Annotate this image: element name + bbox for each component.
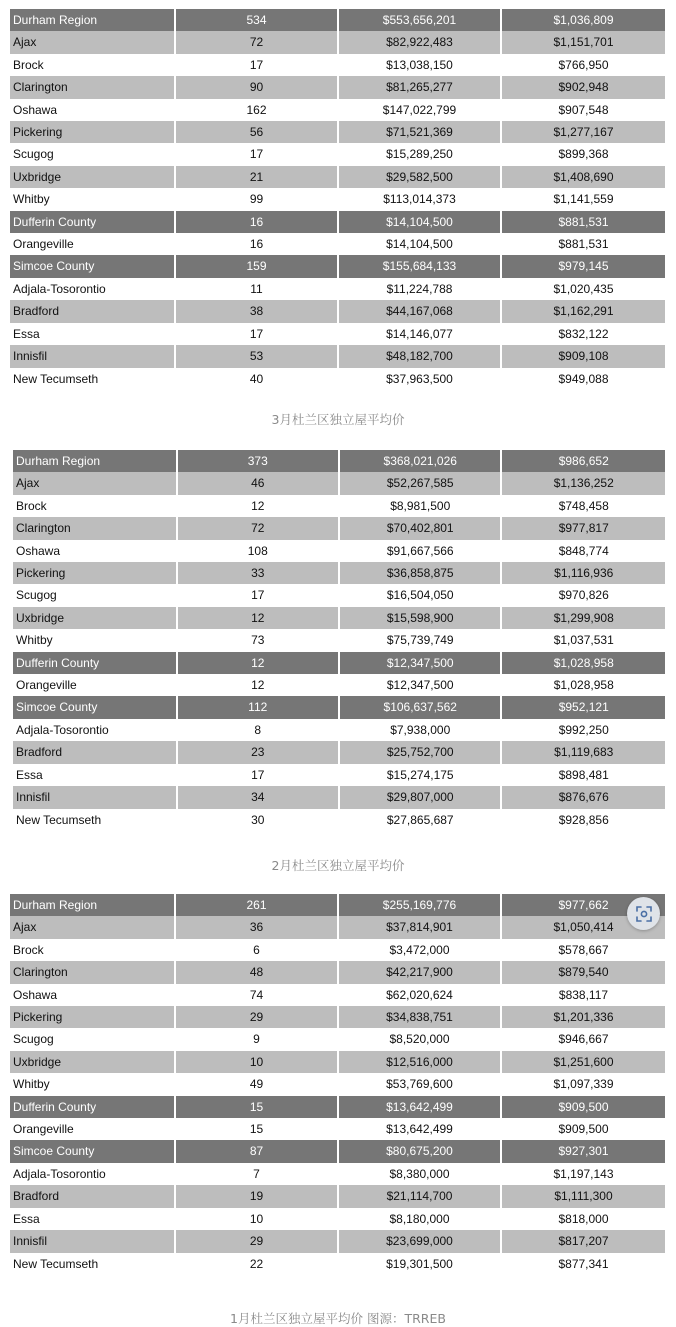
sales-cell: 17 <box>176 323 337 345</box>
name-cell: Whitby <box>13 629 176 651</box>
sales-cell: 261 <box>176 894 337 916</box>
average-price-cell: $977,817 <box>502 517 665 539</box>
average-price-cell: $1,028,958 <box>502 652 665 674</box>
sales-cell: 17 <box>178 764 338 786</box>
volume-cell: $15,289,250 <box>339 143 500 165</box>
volume-cell: $113,014,373 <box>339 188 500 210</box>
name-cell: Adjala-Tosorontio <box>10 278 174 300</box>
name-cell: Pickering <box>13 562 176 584</box>
name-cell: Pickering <box>10 121 174 143</box>
table-body <box>13 450 665 831</box>
sales-cell: 30 <box>178 809 338 831</box>
table-row <box>10 54 665 76</box>
table-row <box>10 1073 665 1095</box>
table-row <box>13 629 665 651</box>
volume-cell: $21,114,700 <box>339 1185 500 1207</box>
table-row <box>10 233 665 255</box>
name-cell: Dufferin County <box>13 652 176 674</box>
sales-cell: 22 <box>176 1253 337 1275</box>
average-price-cell: $902,948 <box>502 76 665 98</box>
volume-cell: $34,838,751 <box>339 1006 500 1028</box>
name-cell: Whitby <box>10 188 174 210</box>
volume-cell: $62,020,624 <box>339 984 500 1006</box>
average-price-cell: $881,531 <box>502 211 665 233</box>
name-cell: Essa <box>10 1208 174 1230</box>
volume-cell: $75,739,749 <box>340 629 500 651</box>
name-cell: Orangeville <box>10 233 174 255</box>
table-caption: 3月杜兰区独立屋平均价 <box>271 412 405 427</box>
sales-cell: 87 <box>176 1140 337 1162</box>
sales-cell: 108 <box>178 540 338 562</box>
table-row <box>10 961 665 983</box>
name-cell: Pickering <box>10 1006 174 1028</box>
volume-cell: $37,963,500 <box>339 368 500 390</box>
name-cell: Dufferin County <box>10 211 174 233</box>
name-cell: Simcoe County <box>13 696 176 718</box>
volume-cell: $13,038,150 <box>339 54 500 76</box>
table-row <box>10 99 665 121</box>
name-cell: Adjala-Tosorontio <box>10 1163 174 1185</box>
name-cell: Innisfil <box>10 345 174 367</box>
name-cell: Durham Region <box>10 894 174 916</box>
sales-cell: 17 <box>176 54 337 76</box>
average-price-cell: $898,481 <box>502 764 665 786</box>
volume-cell: $12,516,000 <box>339 1051 500 1073</box>
average-price-cell: $977,662 <box>502 894 665 916</box>
sales-cell: 15 <box>176 1118 337 1140</box>
table-row <box>10 894 665 916</box>
name-cell: Essa <box>13 764 176 786</box>
average-price-cell: $879,540 <box>502 961 665 983</box>
table-row <box>10 76 665 98</box>
table-block-february <box>0 450 676 831</box>
name-cell: Innisfil <box>13 786 176 808</box>
name-cell: Brock <box>13 495 176 517</box>
table-row <box>13 809 665 831</box>
sales-cell: 12 <box>178 652 338 674</box>
sales-cell: 12 <box>178 674 338 696</box>
name-cell: Brock <box>10 54 174 76</box>
table-row <box>13 517 665 539</box>
name-cell: Bradford <box>10 1185 174 1207</box>
volume-cell: $155,684,133 <box>339 255 500 277</box>
volume-cell: $12,347,500 <box>340 674 500 696</box>
volume-cell: $23,699,000 <box>339 1230 500 1252</box>
name-cell: Bradford <box>13 741 176 763</box>
table-row <box>13 741 665 763</box>
volume-cell: $255,169,776 <box>339 894 500 916</box>
name-cell: Uxbridge <box>10 166 174 188</box>
volume-cell: $13,642,499 <box>339 1118 500 1140</box>
volume-cell: $19,301,500 <box>339 1253 500 1275</box>
volume-cell: $15,598,900 <box>340 607 500 629</box>
average-price-cell: $899,368 <box>502 143 665 165</box>
sales-cell: 19 <box>176 1185 337 1207</box>
volume-cell: $14,104,500 <box>339 233 500 255</box>
volume-cell: $11,224,788 <box>339 278 500 300</box>
volume-cell: $25,752,700 <box>340 741 500 763</box>
name-cell: Clarington <box>10 961 174 983</box>
volume-cell: $48,182,700 <box>339 345 500 367</box>
sales-cell: 72 <box>178 517 338 539</box>
volume-cell: $80,675,200 <box>339 1140 500 1162</box>
name-cell: Durham Region <box>10 9 174 31</box>
volume-cell: $29,582,500 <box>339 166 500 188</box>
table-caption: 1月杜兰区独立屋平均价 图源：TRREB <box>230 1311 446 1326</box>
average-price-cell: $877,341 <box>502 1253 665 1275</box>
name-cell: New Tecumseth <box>10 1253 174 1275</box>
average-price-cell: $907,548 <box>502 99 665 121</box>
table-row <box>10 368 665 390</box>
volume-cell: $71,521,369 <box>339 121 500 143</box>
sales-cell: 34 <box>178 786 338 808</box>
name-cell: Scugog <box>10 143 174 165</box>
average-price-cell: $1,036,809 <box>502 9 665 31</box>
image-scan-icon <box>635 905 653 923</box>
volume-cell: $70,402,801 <box>340 517 500 539</box>
sales-cell: 11 <box>176 278 337 300</box>
average-price-cell: $1,020,435 <box>502 278 665 300</box>
image-scan-button[interactable] <box>627 897 660 930</box>
table-row <box>10 1118 665 1140</box>
table-row <box>10 345 665 367</box>
sales-cell: 373 <box>178 450 338 472</box>
volume-cell: $3,472,000 <box>339 939 500 961</box>
average-price-cell: $748,458 <box>502 495 665 517</box>
sales-cell: 49 <box>176 1073 337 1095</box>
volume-cell: $29,807,000 <box>340 786 500 808</box>
average-price-cell: $986,652 <box>502 450 665 472</box>
sales-cell: 6 <box>176 939 337 961</box>
table-row <box>10 323 665 345</box>
name-cell: New Tecumseth <box>13 809 176 831</box>
average-price-cell: $1,111,300 <box>502 1185 665 1207</box>
table-row <box>10 255 665 277</box>
volume-cell: $16,504,050 <box>340 584 500 606</box>
name-cell: Orangeville <box>13 674 176 696</box>
price-table <box>8 894 667 1275</box>
sales-cell: 8 <box>178 719 338 741</box>
name-cell: Adjala-Tosorontio <box>13 719 176 741</box>
table-row <box>10 300 665 322</box>
sales-cell: 40 <box>176 368 337 390</box>
volume-cell: $82,922,483 <box>339 31 500 53</box>
name-cell: Durham Region <box>13 450 176 472</box>
sales-cell: 99 <box>176 188 337 210</box>
sales-cell: 21 <box>176 166 337 188</box>
sales-cell: 38 <box>176 300 337 322</box>
volume-cell: $368,021,026 <box>340 450 500 472</box>
average-price-cell: $818,000 <box>502 1208 665 1230</box>
table-row <box>10 1185 665 1207</box>
table-row <box>13 450 665 472</box>
table-block-january <box>0 894 676 1275</box>
sales-cell: 72 <box>176 31 337 53</box>
volume-cell: $14,104,500 <box>339 211 500 233</box>
name-cell: Essa <box>10 323 174 345</box>
name-cell: Oshawa <box>10 99 174 121</box>
table-row <box>13 719 665 741</box>
average-price-cell: $949,088 <box>502 368 665 390</box>
average-price-cell: $909,500 <box>502 1096 665 1118</box>
average-price-cell: $909,108 <box>502 345 665 367</box>
sales-cell: 10 <box>176 1208 337 1230</box>
name-cell: New Tecumseth <box>10 368 174 390</box>
price-table <box>11 450 667 831</box>
table-row <box>13 696 665 718</box>
sales-cell: 159 <box>176 255 337 277</box>
volume-cell: $12,347,500 <box>340 652 500 674</box>
name-cell: Simcoe County <box>10 255 174 277</box>
name-cell: Ajax <box>13 472 176 494</box>
volume-cell: $13,642,499 <box>339 1096 500 1118</box>
average-price-cell: $848,774 <box>502 540 665 562</box>
name-cell: Ajax <box>10 916 174 938</box>
price-table <box>8 9 667 390</box>
name-cell: Simcoe County <box>10 1140 174 1162</box>
sales-cell: 534 <box>176 9 337 31</box>
volume-cell: $81,265,277 <box>339 76 500 98</box>
table-row <box>10 1163 665 1185</box>
name-cell: Scugog <box>10 1028 174 1050</box>
table-row <box>10 1253 665 1275</box>
table-row <box>10 9 665 31</box>
sales-cell: 16 <box>176 211 337 233</box>
average-price-cell: $832,122 <box>502 323 665 345</box>
volume-cell: $91,667,566 <box>340 540 500 562</box>
name-cell: Whitby <box>10 1073 174 1095</box>
sales-cell: 9 <box>176 1028 337 1050</box>
volume-cell: $553,656,201 <box>339 9 500 31</box>
table-caption: 2月杜兰区独立屋平均价 <box>271 858 405 873</box>
name-cell: Brock <box>10 939 174 961</box>
table-row <box>13 472 665 494</box>
average-price-cell: $927,301 <box>502 1140 665 1162</box>
table-row <box>10 1028 665 1050</box>
table-row <box>10 1051 665 1073</box>
volume-cell: $147,022,799 <box>339 99 500 121</box>
average-price-cell: $876,676 <box>502 786 665 808</box>
volume-cell: $53,769,600 <box>339 1073 500 1095</box>
sales-cell: 74 <box>176 984 337 1006</box>
name-cell: Orangeville <box>10 1118 174 1140</box>
sales-cell: 33 <box>178 562 338 584</box>
average-price-cell: $766,950 <box>502 54 665 76</box>
average-price-cell: $1,151,701 <box>502 31 665 53</box>
average-price-cell: $909,500 <box>502 1118 665 1140</box>
sales-cell: 17 <box>178 584 338 606</box>
volume-cell: $42,217,900 <box>339 961 500 983</box>
table-row <box>10 1006 665 1028</box>
name-cell: Dufferin County <box>10 1096 174 1118</box>
table-row <box>10 121 665 143</box>
sales-cell: 162 <box>176 99 337 121</box>
average-price-cell: $1,162,291 <box>502 300 665 322</box>
sales-cell: 53 <box>176 345 337 367</box>
sales-cell: 56 <box>176 121 337 143</box>
table-row <box>10 188 665 210</box>
table-row <box>10 211 665 233</box>
table-row <box>13 764 665 786</box>
volume-cell: $8,380,000 <box>339 1163 500 1185</box>
average-price-cell: $1,251,600 <box>502 1051 665 1073</box>
sales-cell: 73 <box>178 629 338 651</box>
table-row <box>10 1208 665 1230</box>
table-row <box>10 1140 665 1162</box>
sales-cell: 29 <box>176 1230 337 1252</box>
table-row <box>10 916 665 938</box>
table-block-march <box>0 9 676 390</box>
average-price-cell: $1,408,690 <box>502 166 665 188</box>
sales-cell: 90 <box>176 76 337 98</box>
average-price-cell: $1,299,908 <box>502 607 665 629</box>
table-row <box>10 143 665 165</box>
volume-cell: $15,274,175 <box>340 764 500 786</box>
sales-cell: 36 <box>176 916 337 938</box>
name-cell: Bradford <box>10 300 174 322</box>
volume-cell: $7,938,000 <box>340 719 500 741</box>
table-row <box>10 1096 665 1118</box>
name-cell: Clarington <box>10 76 174 98</box>
table-row <box>13 562 665 584</box>
sales-cell: 17 <box>176 143 337 165</box>
average-price-cell: $1,097,339 <box>502 1073 665 1095</box>
table-row <box>13 495 665 517</box>
average-price-cell: $992,250 <box>502 719 665 741</box>
table-row <box>13 652 665 674</box>
sales-cell: 48 <box>176 961 337 983</box>
sales-cell: 29 <box>176 1006 337 1028</box>
sales-cell: 23 <box>178 741 338 763</box>
volume-cell: $27,865,687 <box>340 809 500 831</box>
volume-cell: $44,167,068 <box>339 300 500 322</box>
average-price-cell: $1,116,936 <box>502 562 665 584</box>
average-price-cell: $1,197,143 <box>502 1163 665 1185</box>
name-cell: Ajax <box>10 31 174 53</box>
volume-cell: $36,858,875 <box>340 562 500 584</box>
table-row <box>10 278 665 300</box>
average-price-cell: $1,136,252 <box>502 472 665 494</box>
table-row <box>13 607 665 629</box>
average-price-cell: $1,037,531 <box>502 629 665 651</box>
sales-cell: 12 <box>178 607 338 629</box>
average-price-cell: $817,207 <box>502 1230 665 1252</box>
average-price-cell: $578,667 <box>502 939 665 961</box>
volume-cell: $106,637,562 <box>340 696 500 718</box>
name-cell: Uxbridge <box>10 1051 174 1073</box>
average-price-cell: $881,531 <box>502 233 665 255</box>
name-cell: Innisfil <box>10 1230 174 1252</box>
volume-cell: $52,267,585 <box>340 472 500 494</box>
average-price-cell: $1,028,958 <box>502 674 665 696</box>
average-price-cell: $1,119,683 <box>502 741 665 763</box>
average-price-cell: $1,201,336 <box>502 1006 665 1028</box>
table-row <box>13 674 665 696</box>
name-cell: Scugog <box>13 584 176 606</box>
table-row <box>10 939 665 961</box>
table-row <box>10 984 665 1006</box>
volume-cell: $8,981,500 <box>340 495 500 517</box>
name-cell: Oshawa <box>13 540 176 562</box>
table-body <box>10 894 665 1275</box>
average-price-cell: $970,826 <box>502 584 665 606</box>
volume-cell: $8,180,000 <box>339 1208 500 1230</box>
volume-cell: $14,146,077 <box>339 323 500 345</box>
name-cell: Clarington <box>13 517 176 539</box>
volume-cell: $8,520,000 <box>339 1028 500 1050</box>
table-row <box>13 584 665 606</box>
average-price-cell: $979,145 <box>502 255 665 277</box>
table-body <box>10 9 665 390</box>
name-cell: Oshawa <box>10 984 174 1006</box>
average-price-cell: $1,277,167 <box>502 121 665 143</box>
sales-cell: 7 <box>176 1163 337 1185</box>
sales-cell: 10 <box>176 1051 337 1073</box>
table-row <box>10 31 665 53</box>
table-row <box>13 540 665 562</box>
sales-cell: 12 <box>178 495 338 517</box>
sales-cell: 112 <box>178 696 338 718</box>
table-row <box>10 166 665 188</box>
table-row <box>13 786 665 808</box>
average-price-cell: $946,667 <box>502 1028 665 1050</box>
sales-cell: 46 <box>178 472 338 494</box>
average-price-cell: $1,141,559 <box>502 188 665 210</box>
volume-cell: $37,814,901 <box>339 916 500 938</box>
table-row <box>10 1230 665 1252</box>
sales-cell: 15 <box>176 1096 337 1118</box>
name-cell: Uxbridge <box>13 607 176 629</box>
average-price-cell: $952,121 <box>502 696 665 718</box>
sales-cell: 16 <box>176 233 337 255</box>
average-price-cell: $928,856 <box>502 809 665 831</box>
average-price-cell: $838,117 <box>502 984 665 1006</box>
average-price-cell: $1,050,414 <box>502 916 665 938</box>
